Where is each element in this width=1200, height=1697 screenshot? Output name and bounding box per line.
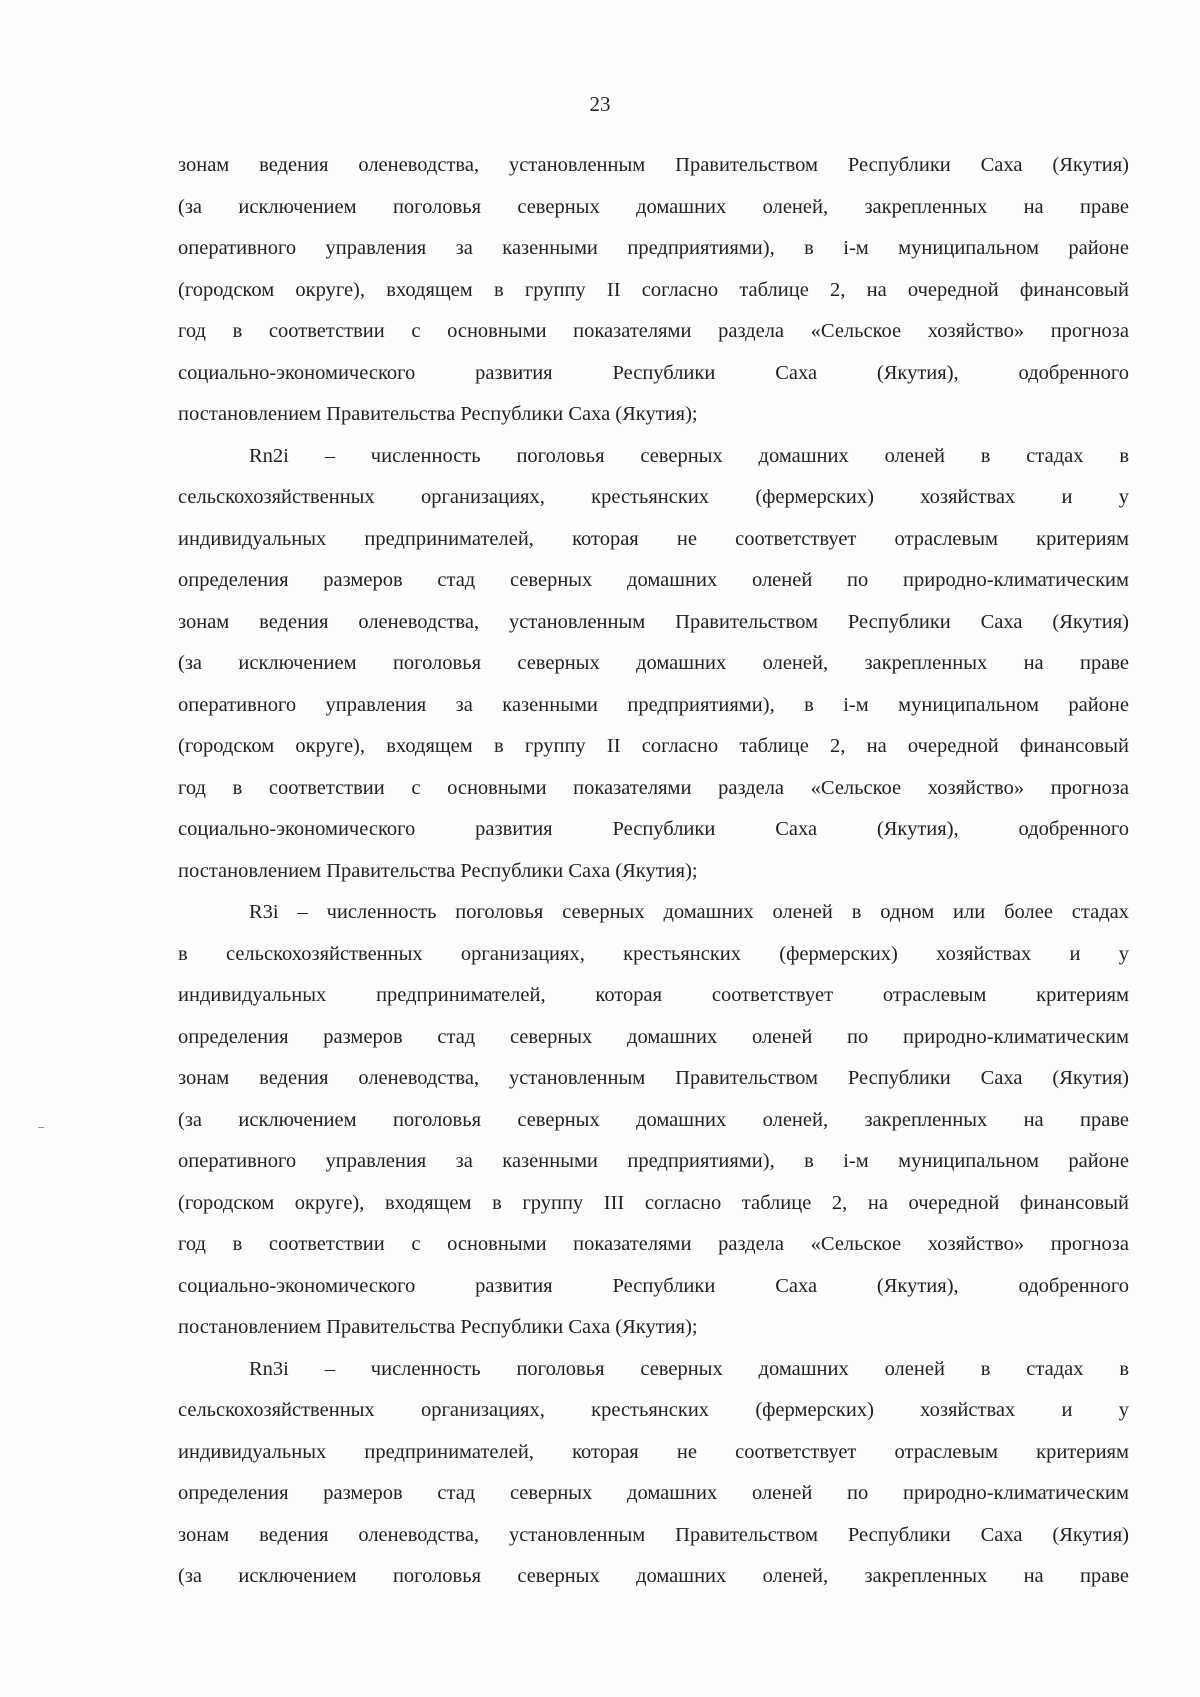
text-line: оперативного управления за казенными предприятиями), в i-м муниципальном районе — [178, 237, 1129, 259]
text-line: (за исключением поголовья северных домашних оленей, закрепленных на праве — [178, 1565, 1129, 1587]
text-line: индивидуальных предпринимателей, которая не соответствует отраслевым критериям — [178, 527, 1129, 550]
paragraph-first-line: Rn2i – численность поголовья северных домашних оленей в стадах в — [249, 444, 1129, 467]
text-line: индивидуальных предпринимателей, которая не соответствует отраслевым критериям — [178, 1440, 1129, 1463]
text-line: зонам ведения оленеводства, установленным Правительством Республики Саха (Якутия) — [178, 610, 1129, 633]
paragraph-first-line: Rn3i – численность поголовья северных домашних оленей в стадах в — [249, 1357, 1129, 1380]
text-line: сельскохозяйственных организациях, крестьянских (фермерских) хозяйствах и у — [178, 1399, 1129, 1421]
text-line: оперативного управления за казенными предприятиями), в i-м муниципальном районе — [178, 693, 1129, 716]
text-line: определения размеров стад северных домашних оленей по природно-климатическим — [178, 1482, 1129, 1504]
text-line: в сельскохозяйственных организациях, крестьянских (фермерских) хозяйствах и у — [178, 942, 1129, 965]
text-line: зонам ведения оленеводства, установленным Правительством Республики Саха (Якутия) — [178, 154, 1129, 176]
text-line: (городском округе), входящем в группу II согласно таблице 2, на очередной финансовый — [178, 278, 1129, 301]
text-line: зонам ведения оленеводства, установленным Правительством Республики Саха (Якутия) — [178, 1523, 1129, 1546]
text-line: (за исключением поголовья северных домашних оленей, закрепленных на праве — [178, 652, 1129, 674]
text-line: постановлением Правительства Республики Саха (Якутия); — [178, 859, 698, 882]
text-line: (за исключением поголовья северных домашних оленей, закрепленных на праве — [178, 1108, 1129, 1131]
text-line: определения размеров стад северных домашних оленей по природно-климатическим — [178, 1025, 1129, 1048]
text-line: постановлением Правительства Республики Саха (Якутия); — [178, 403, 698, 425]
scan-artifact — [38, 1127, 44, 1128]
text-line: зонам ведения оленеводства, установленным Правительством Республики Саха (Якутия) — [178, 1067, 1129, 1089]
paragraph-first-line: R3i – численность поголовья северных домашних оленей в одном или более стадах — [249, 901, 1129, 923]
text-line: индивидуальных предпринимателей, которая соответствует отраслевым критериям — [178, 984, 1129, 1006]
text-line: оперативного управления за казенными предприятиями), в i-м муниципальном районе — [178, 1150, 1129, 1172]
document-body — [178, 145, 1129, 1598]
text-line: (городском округе), входящем в группу II согласно таблице 2, на очередной финансовый — [178, 735, 1129, 757]
text-line: год в соответствии с основными показателями раздела «Сельское хозяйство» прогноза — [178, 1233, 1129, 1255]
text-line: сельскохозяйственных организациях, крестьянских (фермерских) хозяйствах и у — [178, 486, 1129, 508]
text-line: год в соответствии с основными показателями раздела «Сельское хозяйство» прогноза — [178, 776, 1129, 799]
text-line: определения размеров стад северных домашних оленей по природно-климатическим — [178, 569, 1129, 591]
text-line: социально-экономического развития Республики Саха (Якутия), одобренного — [178, 361, 1129, 384]
text-line: социально-экономического развития Республики Саха (Якутия), одобренного — [178, 818, 1129, 840]
text-line: год в соответствии с основными показателями раздела «Сельское хозяйство» прогноза — [178, 320, 1129, 342]
page-number: 23 — [589, 92, 611, 116]
text-line: (за исключением поголовья северных домашних оленей, закрепленных на праве — [178, 195, 1129, 218]
text-line: (городском округе), входящем в группу III согласно таблице 2, на очередной финансовый — [178, 1191, 1129, 1214]
text-line: постановлением Правительства Республики Саха (Якутия); — [178, 1316, 698, 1338]
text-line: социально-экономического развития Республики Саха (Якутия), одобренного — [178, 1274, 1129, 1297]
